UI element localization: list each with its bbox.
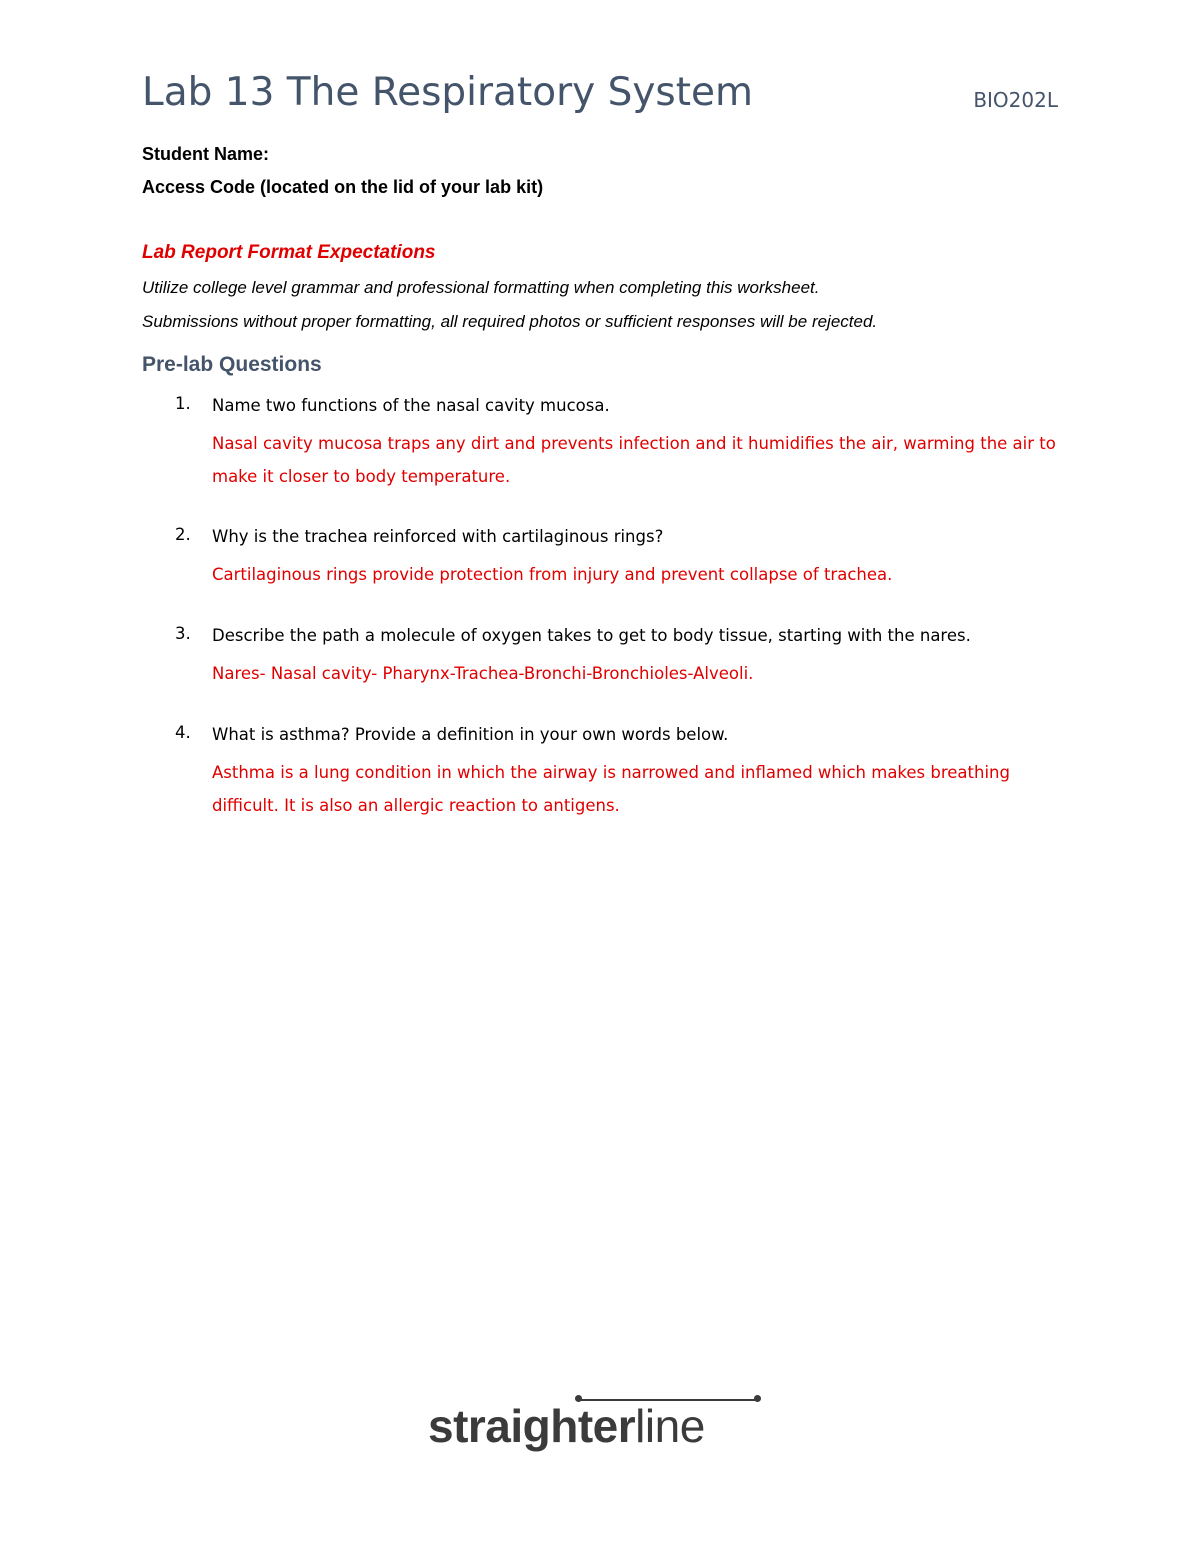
logo-wordmark-bold: straighter (428, 1400, 636, 1452)
question-number: 2. (175, 525, 191, 544)
answer-text: Asthma is a lung condition in which the airway is narrowed and inflamed which makes breathing difficult. It is also an allergic reaction to antigens. (212, 763, 1010, 815)
question-number: 3. (175, 624, 191, 643)
question-item (142, 525, 1062, 591)
course-code: BIO202L (973, 88, 1058, 112)
question-text: Name two functions of the nasal cavity mucosa. (212, 396, 610, 415)
question-text: What is asthma? Provide a definition in your own words below. (212, 725, 729, 744)
format-expectation-line: Utilize college level grammar and professional formatting when completing this worksheet. (142, 278, 820, 297)
page-title: Lab 13 The Respiratory System (142, 70, 754, 115)
logo-wordmark-light: line (635, 1400, 705, 1452)
question-item (142, 624, 1062, 690)
format-expectation-line: Submissions without proper formatting, all required photos or sufficient responses will be rejected. (142, 312, 878, 331)
access-code-label: Access Code (located on the lid of your lab kit) (142, 177, 544, 197)
logo-wordmark (428, 1399, 705, 1453)
question-number: 1. (175, 394, 191, 413)
question-text: Why is the trachea reinforced with cartilaginous rings? (212, 527, 664, 546)
prelab-heading: Pre-lab Questions (142, 353, 322, 376)
question-item (142, 723, 1062, 822)
logo-dot (754, 1395, 761, 1402)
answer-text: Cartilaginous rings provide protection from injury and prevent collapse of trachea. (212, 565, 893, 584)
question-number: 4. (175, 723, 191, 742)
answer-text: Nasal cavity mucosa traps any dirt and prevents infection and it humidifies the air, warming the air to make it closer to body temperature. (212, 434, 1056, 486)
student-name-label: Student Name: (142, 144, 270, 164)
straighterline-logo (428, 1395, 768, 1465)
question-item (142, 394, 1062, 493)
format-expectations-heading: Lab Report Format Expectations (142, 242, 436, 263)
question-text: Describe the path a molecule of oxygen takes to get to body tissue, starting with the nares. (212, 626, 971, 645)
answer-text: Nares- Nasal cavity- Pharynx-Trachea-Bronchi-Bronchioles-Alveoli. (212, 664, 754, 683)
